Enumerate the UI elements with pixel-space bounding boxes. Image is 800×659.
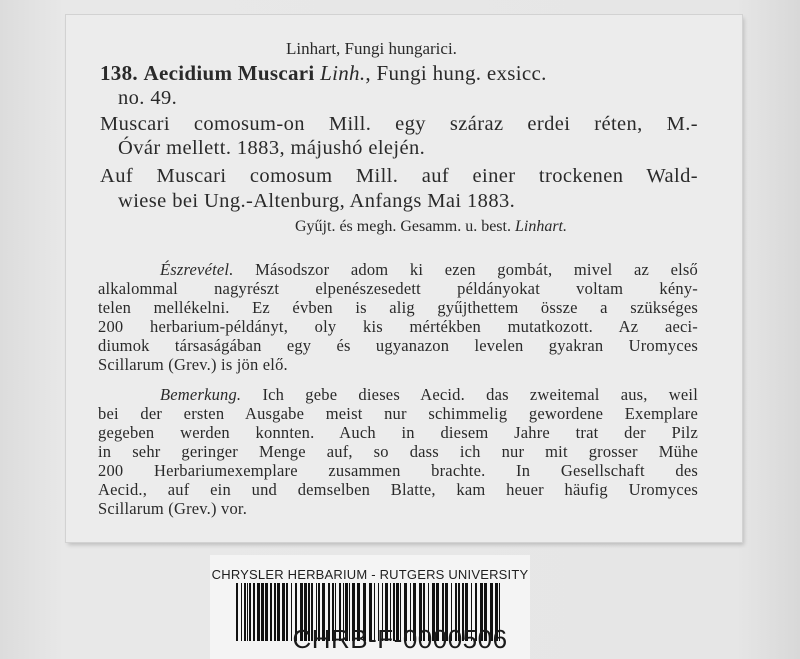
note-hu-heading: Észrevétel. — [160, 260, 234, 279]
series-header: Linhart, Fungi hungarici. — [286, 39, 457, 58]
note-hu-line-2: alkalommal nagyrészt elpenészesedett példányokat voltam kény- — [98, 279, 698, 298]
species-name: Aecidium Muscari — [143, 61, 315, 85]
specimen-label — [66, 15, 742, 542]
specimen-title: 138. Aecidium Muscari Linh., Fungi hung. exsicc. — [100, 61, 547, 85]
locality-hu-line-2: Óvár mellett. 1883, májushó elején. — [118, 137, 426, 159]
collector-line — [295, 218, 567, 236]
note-de-line-5: 200 Herbariumexemplare zusammen brachte. In Gesellschaft des — [98, 461, 698, 480]
note-de-line-1: Bemerkung. Ich gebe dieses Aecid. das zweitemal aus, weil — [160, 385, 698, 404]
note-de-line-4: in sehr geringer Menge auf, so dass ich nur mit grosser Mühe — [98, 442, 698, 461]
barcode-number: CHRB-F-0000506 — [292, 624, 508, 654]
series-reference: Fungi hung. exsicc. — [376, 61, 547, 85]
note-hu-line-4: 200 herbarium-példányt, oly kis mértékben mutatkozott. Az aeci- — [98, 317, 698, 336]
note-hu-line-6: Scillarum (Grev.) is jön elő. — [98, 355, 288, 374]
species-author: Linh. — [320, 61, 366, 85]
note-de-line-6: Aecid., auf ein und demselben Blatte, kam heuer häufig Uromyces — [98, 480, 698, 499]
exsiccata-number: 138. — [100, 61, 138, 85]
note-de-line-7: Scillarum (Grev.) vor. — [98, 499, 248, 518]
collector-name: Linhart. — [514, 218, 567, 235]
note-hu-line-3: telen mellékelni. Ez évben is alig gyűjthettem össze a szükséges — [98, 298, 698, 317]
locality-de-line-2: wiese bei Ung.-Altenburg, Anfangs Mai 1883. — [118, 190, 516, 212]
note-de-line-2: bei der ersten Ausgabe meist nur schimmelig gewordene Exemplare — [98, 404, 698, 423]
note-hu-line-5: diumok társaságában egy és ugyanazon levelen gyakran Uromyces — [98, 336, 698, 355]
series-number: no. 49. — [118, 87, 178, 109]
collector-text: Gyűjt. és megh. Gesamm. u. best. — [295, 218, 511, 235]
note-de-heading: Bemerkung. — [160, 385, 242, 404]
locality-de-line-1: Auf Muscari comosum Mill. auf einer trockenen Wald- — [100, 165, 698, 187]
barcode-institution: CHRYSLER HERBARIUM - RUTGERS UNIVERSITY — [211, 567, 529, 582]
locality-hu-line-1: Muscari comosum-on Mill. egy száraz erdei réten, M.- — [100, 113, 698, 135]
note-de-line-3: gegeben werden konnten. Auch in diesem Jahre trat der Pilz — [98, 423, 698, 442]
note-hu-line-1: Észrevétel. Másodszor adom ki ezen gombát, mivel az első — [160, 260, 699, 279]
